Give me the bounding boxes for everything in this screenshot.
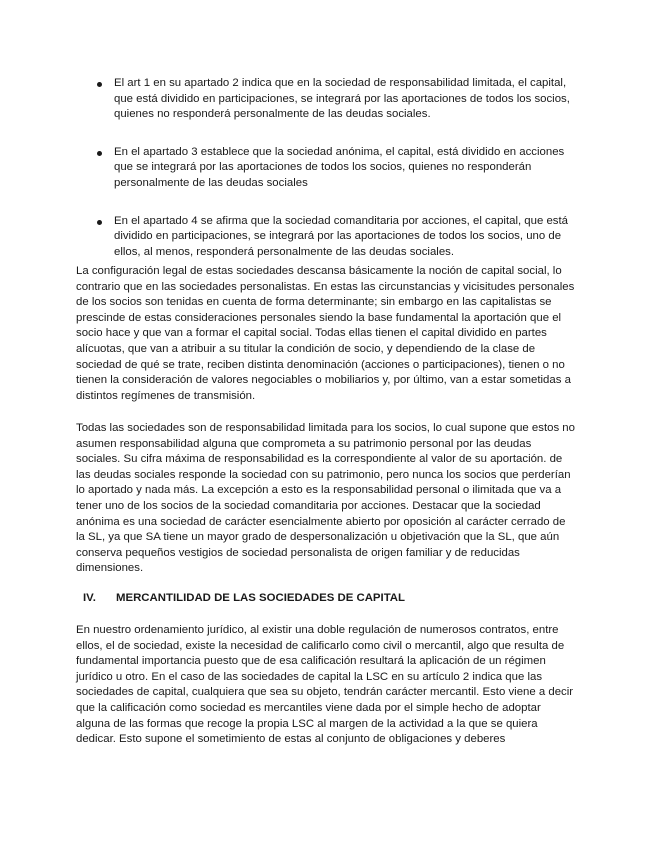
bullet-item [93, 214, 573, 261]
paragraph-responsabilidad: Todas las sociedades son de responsabilidad limitada para los socios, lo cual supone que estos no asumen responsabilidad alguna que comprometa a su patrimonio personal por las deudas sociales. Su cifra máxima de responsabilidad es la correspondiente al valor de su aportación. de las deudas sociales responde la sociedad con su patrimonio, pero nunca los socios que perderían lo aportado y nada más. La excepción a esto es la responsabilidad personal o ilimitada que va a tener uno de los socios de la sociedad comanditaria por acciones. Destacar que la sociedad anónima es una sociedad de carácter esencialmente abierto por oposición al carácter cerrado de la SL, ya que SA tiene un mayor grado de despersonalización u objetivación que la SL, que aún conserva pequeños vestigios de sociedad personalista de origen familiar y de reducidas dimensiones. [76, 422, 575, 575]
bullet-text: En el apartado 3 establece que la sociedad anónima, el capital, está dividido en acciones que se integrará por las aportaciones de todos los socios, quienes no responderán personalmente de las deudas sociales [114, 145, 565, 189]
section-title: MERCANTILIDAD DE LAS SOCIEDADES DE CAPITAL [116, 592, 405, 604]
bullet-item [93, 76, 573, 123]
bullet-text: En el apartado 4 se afirma que la sociedad comanditaria por acciones, el capital, que está dividido en participaciones, se integrará por las aportaciones de todos los socios, uno de ellos, al menos, responderá personalmente de las deudas sociales. [114, 214, 569, 258]
bullet-icon [97, 151, 102, 156]
paragraph-mercantilidad: En nuestro ordenamiento jurídico, al existir una doble regulación de numerosos contratos, entre ellos, el de sociedad, existe la necesidad de calificarlo como civil o mercantil, algo que resulta de fundamental importancia puesto que de esa calificación resultará la aplicación de un régimen jurídico u otro. En el caso de las sociedades de capital la LSC en su artículo 2 indica que las sociedades de capital, cualquiera que sea su objeto, tendrán carácter mercantil. Esto viene a decir que la calificación como sociedad es mercantiles viene dada por el simple hecho de adoptar alguna de las formas que recoge la propia LSC al margen de la actividad a la que se quiera dedicar. Esto supone el sometimiento de estas al conjunto de obligaciones y deberes [76, 624, 574, 746]
section-number: IV. [83, 592, 96, 604]
bullet-item [93, 145, 573, 192]
paragraph-capital-social: La configuración legal de estas sociedades descansa básicamente la noción de capital social, lo contrario que en las sociedades personalistas. En estas las circunstancias y vicisitudes personales de los socios son tenidas en cuenta de forma determinante; sin embargo en las capitalistas se prescinde de estas consideraciones personales siendo la base fundamental la aportación que el socio hace y que van a formar el capital social. Todas ellas tienen el capital dividido en partes alícuotas, que van a atribuir a su titular la condición de socio, y dependiendo de la clase de sociedad de qué se trate, reciben distinta denominación (acciones o participaciones), tienen o no tienen la consideración de valores negociables o mobiliarios y, por último, van a estar sometidas a distintos regímenes de transmisión. [76, 265, 575, 402]
bullet-text: El art 1 en su apartado 2 indica que en la sociedad de responsabilidad limitada, el capital, que está dividido en participaciones, se integrará por las aportaciones de todos los socios, quienes no responderá personalmente de las deudas sociales. [114, 77, 570, 121]
bullet-icon [97, 220, 102, 225]
section-heading [83, 590, 583, 606]
bullet-icon [97, 82, 102, 87]
bullet-list [93, 76, 573, 282]
